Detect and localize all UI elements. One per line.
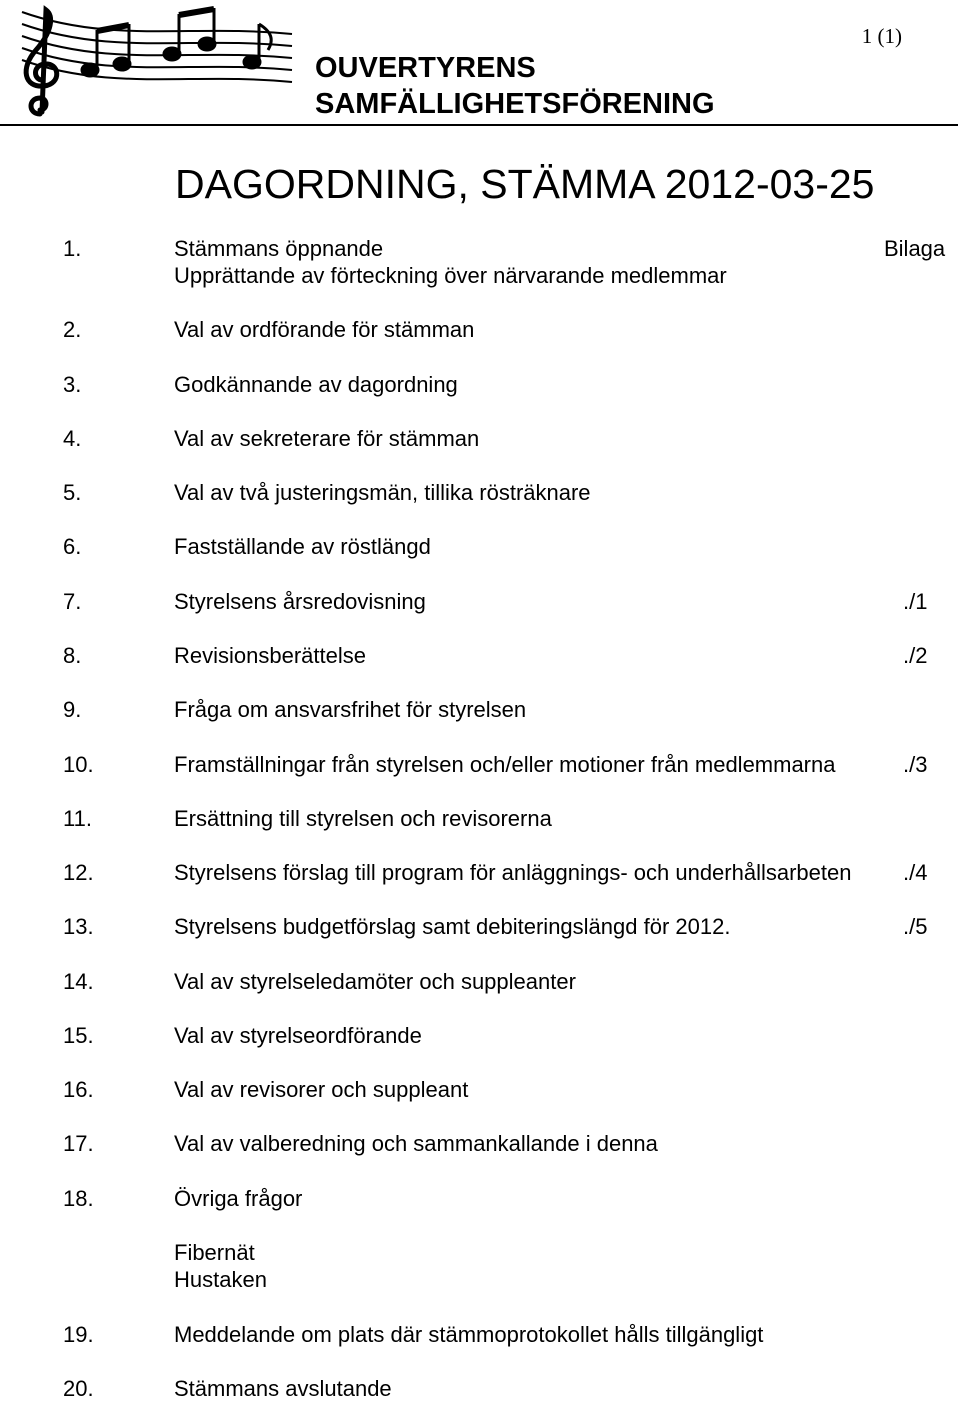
agenda-subitem: Fibernät	[174, 1240, 255, 1265]
agenda-item-attachment: ./2	[903, 643, 928, 668]
agenda-item-number: 7.	[63, 589, 82, 614]
agenda-item-text: Godkännande av dagordning	[174, 372, 458, 397]
agenda-subitem: Upprättande av förteckning över närvarande medlemmar	[174, 263, 727, 288]
header-divider	[0, 124, 958, 126]
agenda-item-number: 19.	[63, 1322, 94, 1347]
agenda-item-text: Stämmans avslutande	[174, 1376, 392, 1401]
agenda-item-attachment: ./4	[903, 860, 928, 885]
agenda-item-number: 10.	[63, 752, 94, 777]
agenda-item-number: 3.	[63, 372, 82, 397]
agenda-item-number: 12.	[63, 860, 94, 885]
agenda-item-text: Styrelsens budgetförslag samt debiteringslängd för 2012.	[174, 914, 731, 939]
agenda-item-number: 8.	[63, 643, 82, 668]
agenda-item-text: Val av styrelseledamöter och suppleanter	[174, 969, 576, 994]
agenda-item-text: Revisionsberättelse	[174, 643, 366, 668]
organization-name-line2: SAMFÄLLIGHETSFÖRENING	[315, 88, 715, 120]
agenda-item-number: 4.	[63, 426, 82, 451]
agenda-item-text: Val av två justeringsmän, tillika rösträknare	[174, 480, 591, 505]
agenda-item-text: Fråga om ansvarsfrihet för styrelsen	[174, 697, 527, 722]
agenda-item-number: 14.	[63, 969, 94, 994]
agenda-item-text: Val av ordförande för stämman	[174, 317, 475, 342]
agenda-item-text: Ersättning till styrelsen och revisorerna	[174, 806, 552, 831]
agenda-item-number: 18.	[63, 1186, 94, 1211]
agenda-item-text: Stämmans öppnande	[174, 236, 384, 261]
agenda-item-number: 9.	[63, 697, 82, 722]
agenda-item-number: 16.	[63, 1077, 94, 1102]
agenda-item-text: Val av sekreterare för stämman	[174, 426, 480, 451]
agenda-item-number: 1.	[63, 236, 82, 261]
agenda-item-number: 2.	[63, 317, 82, 342]
agenda-subitem: Hustaken	[174, 1267, 267, 1292]
organization-name	[315, 50, 715, 122]
agenda-item-attachment: ./3	[903, 752, 928, 777]
agenda-item-number: 13.	[63, 914, 94, 939]
agenda-item-text: Val av styrelseordförande	[174, 1023, 422, 1048]
bilaga-column-header: Bilaga	[884, 236, 946, 261]
agenda-item-number: 5.	[63, 480, 82, 505]
organization-name-line1: OUVERTYRENS	[315, 52, 536, 84]
agenda-item-text: Meddelande om plats där stämmoprotokollet hålls tillgängligt	[174, 1322, 764, 1347]
page-title: DAGORDNING, STÄMMA 2012-03-25	[175, 161, 875, 207]
agenda-item-number: 6.	[63, 534, 82, 559]
page-number: 1 (1)	[861, 24, 902, 48]
music-notes-logo	[2, 4, 302, 120]
agenda-item-number: 11.	[63, 806, 92, 831]
agenda-item-number: 17.	[63, 1131, 94, 1156]
agenda-item-attachment: ./1	[903, 589, 928, 614]
agenda-item-text: Styrelsens förslag till program för anläggnings- och underhållsarbeten	[174, 860, 852, 885]
agenda-item-number: 15.	[63, 1023, 94, 1048]
agenda-item-text: Övriga frågor	[174, 1186, 303, 1211]
agenda-item-text: Val av valberedning och sammankallande i denna	[174, 1131, 658, 1156]
agenda-item-text: Styrelsens årsredovisning	[174, 589, 426, 614]
agenda-item-text: Fastställande av röstlängd	[174, 534, 431, 559]
agenda-item-text: Framställningar från styrelsen och/eller motioner från medlemmarna	[174, 752, 836, 777]
agenda-item-text: Val av revisorer och suppleant	[174, 1077, 469, 1102]
agenda-item-attachment: ./5	[903, 914, 928, 939]
agenda-item-number: 20.	[63, 1376, 94, 1401]
